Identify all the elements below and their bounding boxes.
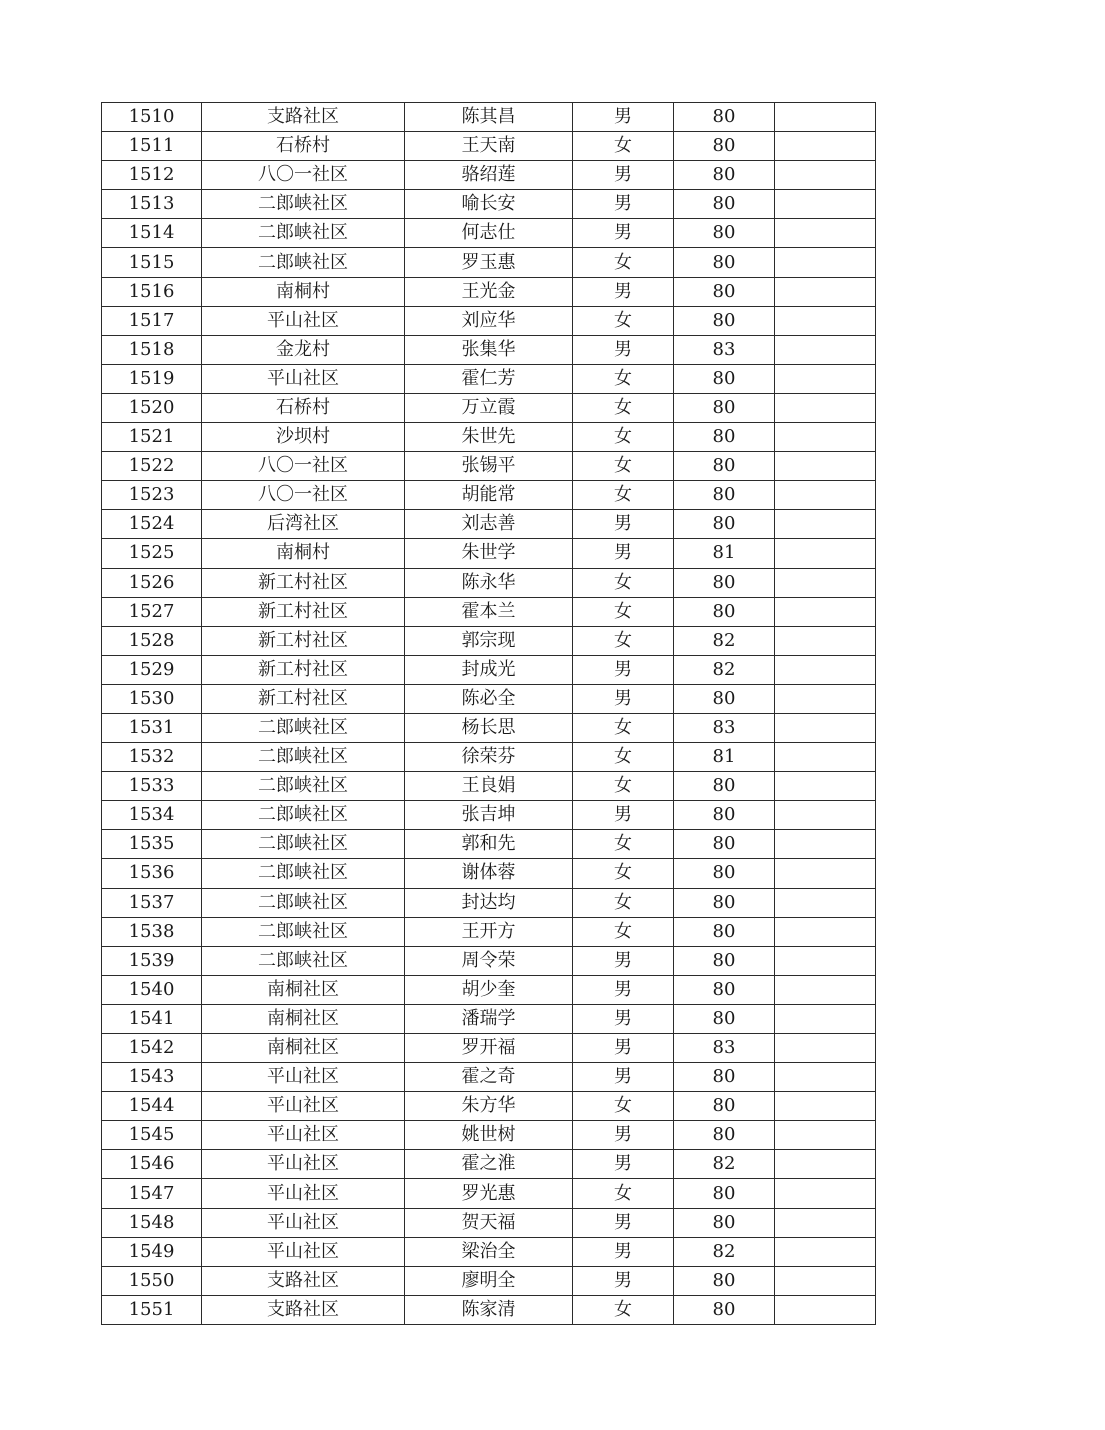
table-row — [102, 1092, 876, 1121]
cell-note — [775, 1179, 876, 1208]
cell-id: 1551 — [102, 1295, 202, 1324]
table-row — [102, 946, 876, 975]
cell-note — [775, 161, 876, 190]
cell-name: 贺天福 — [405, 1208, 573, 1237]
cell-name: 胡能常 — [405, 481, 573, 510]
cell-community: 支路社区 — [202, 103, 405, 132]
cell-community: 平山社区 — [202, 1121, 405, 1150]
table-row — [102, 743, 876, 772]
cell-note — [775, 568, 876, 597]
cell-id: 1514 — [102, 219, 202, 248]
cell-note — [775, 103, 876, 132]
cell-gender: 女 — [573, 481, 674, 510]
table-row — [102, 568, 876, 597]
cell-community: 二郎峡社区 — [202, 830, 405, 859]
cell-gender: 男 — [573, 103, 674, 132]
cell-id: 1510 — [102, 103, 202, 132]
cell-name: 万立霞 — [405, 393, 573, 422]
cell-gender: 男 — [573, 335, 674, 364]
cell-name: 封成光 — [405, 655, 573, 684]
cell-age: 82 — [674, 1150, 775, 1179]
cell-id: 1517 — [102, 306, 202, 335]
cell-note — [775, 1150, 876, 1179]
table-row — [102, 423, 876, 452]
cell-gender: 女 — [573, 393, 674, 422]
cell-id: 1522 — [102, 452, 202, 481]
cell-name: 霍之淮 — [405, 1150, 573, 1179]
cell-age: 83 — [674, 713, 775, 742]
cell-name: 封达均 — [405, 888, 573, 917]
cell-community: 沙坝村 — [202, 423, 405, 452]
cell-id: 1511 — [102, 132, 202, 161]
cell-age: 80 — [674, 946, 775, 975]
table-row — [102, 335, 876, 364]
cell-name: 喻长安 — [405, 190, 573, 219]
cell-gender: 男 — [573, 161, 674, 190]
table-row — [102, 626, 876, 655]
cell-note — [775, 859, 876, 888]
cell-id: 1544 — [102, 1092, 202, 1121]
cell-id: 1526 — [102, 568, 202, 597]
cell-age: 80 — [674, 1063, 775, 1092]
cell-gender: 男 — [573, 655, 674, 684]
table-row — [102, 481, 876, 510]
cell-name: 霍仁芳 — [405, 364, 573, 393]
cell-community: 平山社区 — [202, 1179, 405, 1208]
cell-gender: 女 — [573, 132, 674, 161]
cell-id: 1547 — [102, 1179, 202, 1208]
table-row — [102, 888, 876, 917]
cell-community: 二郎峡社区 — [202, 743, 405, 772]
cell-gender: 男 — [573, 1004, 674, 1033]
cell-id: 1518 — [102, 335, 202, 364]
cell-age: 80 — [674, 452, 775, 481]
table-row — [102, 452, 876, 481]
table-row — [102, 772, 876, 801]
cell-community: 二郎峡社区 — [202, 772, 405, 801]
table-row — [102, 1004, 876, 1033]
cell-name: 张吉坤 — [405, 801, 573, 830]
cell-id: 1529 — [102, 655, 202, 684]
cell-id: 1550 — [102, 1266, 202, 1295]
cell-community: 平山社区 — [202, 1237, 405, 1266]
cell-community: 二郎峡社区 — [202, 190, 405, 219]
cell-gender: 男 — [573, 1237, 674, 1266]
cell-note — [775, 801, 876, 830]
cell-age: 80 — [674, 772, 775, 801]
cell-age: 82 — [674, 1237, 775, 1266]
cell-gender: 女 — [573, 743, 674, 772]
table-row — [102, 132, 876, 161]
cell-note — [775, 452, 876, 481]
cell-age: 80 — [674, 190, 775, 219]
cell-id: 1531 — [102, 713, 202, 742]
cell-age: 80 — [674, 277, 775, 306]
cell-note — [775, 743, 876, 772]
cell-id: 1534 — [102, 801, 202, 830]
table-row — [102, 539, 876, 568]
cell-gender: 男 — [573, 539, 674, 568]
cell-id: 1520 — [102, 393, 202, 422]
cell-name: 潘瑞学 — [405, 1004, 573, 1033]
table-row — [102, 975, 876, 1004]
cell-gender: 男 — [573, 190, 674, 219]
cell-community: 二郎峡社区 — [202, 859, 405, 888]
cell-name: 陈其昌 — [405, 103, 573, 132]
cell-age: 80 — [674, 1092, 775, 1121]
cell-id: 1535 — [102, 830, 202, 859]
cell-community: 新工村社区 — [202, 626, 405, 655]
cell-id: 1546 — [102, 1150, 202, 1179]
cell-note — [775, 626, 876, 655]
cell-id: 1523 — [102, 481, 202, 510]
cell-note — [775, 132, 876, 161]
cell-id: 1533 — [102, 772, 202, 801]
table-row — [102, 248, 876, 277]
cell-community: 金龙村 — [202, 335, 405, 364]
cell-gender: 女 — [573, 859, 674, 888]
cell-note — [775, 1295, 876, 1324]
cell-name: 朱世学 — [405, 539, 573, 568]
table-row — [102, 277, 876, 306]
table-row — [102, 655, 876, 684]
cell-gender: 女 — [573, 306, 674, 335]
cell-community: 平山社区 — [202, 306, 405, 335]
cell-gender: 女 — [573, 597, 674, 626]
cell-age: 80 — [674, 393, 775, 422]
cell-community: 支路社区 — [202, 1295, 405, 1324]
cell-age: 80 — [674, 161, 775, 190]
cell-note — [775, 713, 876, 742]
cell-age: 80 — [674, 306, 775, 335]
cell-age: 80 — [674, 597, 775, 626]
table-row — [102, 1121, 876, 1150]
cell-id: 1548 — [102, 1208, 202, 1237]
cell-id: 1549 — [102, 1237, 202, 1266]
cell-id: 1532 — [102, 743, 202, 772]
cell-id: 1519 — [102, 364, 202, 393]
cell-age: 80 — [674, 888, 775, 917]
cell-age: 80 — [674, 510, 775, 539]
cell-note — [775, 1004, 876, 1033]
cell-gender: 女 — [573, 1092, 674, 1121]
cell-gender: 女 — [573, 423, 674, 452]
cell-community: 南桐村 — [202, 277, 405, 306]
cell-community: 平山社区 — [202, 1208, 405, 1237]
cell-id: 1521 — [102, 423, 202, 452]
table-row — [102, 859, 876, 888]
cell-note — [775, 975, 876, 1004]
cell-community: 二郎峡社区 — [202, 888, 405, 917]
cell-note — [775, 1266, 876, 1295]
table-row — [102, 684, 876, 713]
cell-name: 谢体蓉 — [405, 859, 573, 888]
cell-gender: 男 — [573, 1266, 674, 1295]
cell-age: 83 — [674, 335, 775, 364]
cell-community: 二郎峡社区 — [202, 946, 405, 975]
cell-community: 八〇一社区 — [202, 481, 405, 510]
table-row — [102, 597, 876, 626]
cell-age: 80 — [674, 1208, 775, 1237]
cell-community: 南桐社区 — [202, 975, 405, 1004]
cell-name: 徐荣芬 — [405, 743, 573, 772]
cell-name: 王光金 — [405, 277, 573, 306]
table-row — [102, 801, 876, 830]
cell-age: 80 — [674, 1179, 775, 1208]
cell-id: 1530 — [102, 684, 202, 713]
table-row — [102, 1208, 876, 1237]
cell-gender: 女 — [573, 830, 674, 859]
cell-community: 八〇一社区 — [202, 452, 405, 481]
cell-gender: 男 — [573, 219, 674, 248]
cell-note — [775, 830, 876, 859]
cell-name: 陈永华 — [405, 568, 573, 597]
table-row — [102, 713, 876, 742]
cell-gender: 男 — [573, 1208, 674, 1237]
cell-note — [775, 306, 876, 335]
cell-name: 陈必全 — [405, 684, 573, 713]
cell-id: 1528 — [102, 626, 202, 655]
cell-name: 骆绍莲 — [405, 161, 573, 190]
cell-name: 郭宗现 — [405, 626, 573, 655]
cell-id: 1538 — [102, 917, 202, 946]
cell-community: 二郎峡社区 — [202, 917, 405, 946]
cell-note — [775, 772, 876, 801]
cell-age: 80 — [674, 917, 775, 946]
cell-name: 陈家清 — [405, 1295, 573, 1324]
cell-note — [775, 917, 876, 946]
cell-id: 1537 — [102, 888, 202, 917]
cell-note — [775, 1034, 876, 1063]
cell-community: 平山社区 — [202, 1092, 405, 1121]
cell-gender: 女 — [573, 364, 674, 393]
table-row — [102, 917, 876, 946]
table-row — [102, 830, 876, 859]
cell-id: 1513 — [102, 190, 202, 219]
cell-gender: 女 — [573, 772, 674, 801]
cell-community: 南桐社区 — [202, 1004, 405, 1033]
cell-gender: 女 — [573, 626, 674, 655]
cell-community: 石桥村 — [202, 132, 405, 161]
cell-name: 刘应华 — [405, 306, 573, 335]
cell-community: 八〇一社区 — [202, 161, 405, 190]
cell-age: 80 — [674, 1004, 775, 1033]
cell-name: 廖明全 — [405, 1266, 573, 1295]
cell-age: 80 — [674, 975, 775, 1004]
cell-id: 1541 — [102, 1004, 202, 1033]
cell-gender: 男 — [573, 277, 674, 306]
cell-name: 王开方 — [405, 917, 573, 946]
cell-gender: 男 — [573, 946, 674, 975]
cell-age: 80 — [674, 1266, 775, 1295]
table-row — [102, 306, 876, 335]
table-row — [102, 393, 876, 422]
cell-age: 80 — [674, 568, 775, 597]
cell-name: 霍本兰 — [405, 597, 573, 626]
cell-name: 胡少奎 — [405, 975, 573, 1004]
cell-age: 80 — [674, 801, 775, 830]
cell-gender: 女 — [573, 713, 674, 742]
cell-age: 80 — [674, 830, 775, 859]
cell-age: 82 — [674, 626, 775, 655]
cell-age: 80 — [674, 132, 775, 161]
cell-gender: 女 — [573, 248, 674, 277]
roster-table — [101, 102, 876, 1325]
cell-name: 郭和先 — [405, 830, 573, 859]
cell-name: 张集华 — [405, 335, 573, 364]
table-row — [102, 1295, 876, 1324]
cell-note — [775, 335, 876, 364]
table-row — [102, 510, 876, 539]
cell-name: 张锡平 — [405, 452, 573, 481]
cell-id: 1516 — [102, 277, 202, 306]
cell-note — [775, 277, 876, 306]
cell-note — [775, 364, 876, 393]
cell-gender: 女 — [573, 917, 674, 946]
cell-note — [775, 1121, 876, 1150]
cell-name: 梁治全 — [405, 1237, 573, 1266]
cell-note — [775, 655, 876, 684]
cell-id: 1539 — [102, 946, 202, 975]
cell-note — [775, 248, 876, 277]
cell-note — [775, 597, 876, 626]
cell-gender: 男 — [573, 510, 674, 539]
cell-age: 80 — [674, 248, 775, 277]
cell-note — [775, 888, 876, 917]
table-row — [102, 1266, 876, 1295]
cell-age: 82 — [674, 655, 775, 684]
cell-note — [775, 684, 876, 713]
cell-community: 平山社区 — [202, 1150, 405, 1179]
cell-age: 80 — [674, 1295, 775, 1324]
cell-note — [775, 1092, 876, 1121]
cell-name: 王天南 — [405, 132, 573, 161]
cell-gender: 女 — [573, 568, 674, 597]
cell-id: 1536 — [102, 859, 202, 888]
cell-note — [775, 946, 876, 975]
cell-name: 何志仕 — [405, 219, 573, 248]
cell-note — [775, 510, 876, 539]
cell-id: 1542 — [102, 1034, 202, 1063]
cell-note — [775, 481, 876, 510]
cell-community: 二郎峡社区 — [202, 248, 405, 277]
table-row — [102, 1063, 876, 1092]
cell-name: 朱世先 — [405, 423, 573, 452]
cell-note — [775, 219, 876, 248]
cell-age: 80 — [674, 481, 775, 510]
cell-name: 霍之奇 — [405, 1063, 573, 1092]
table-row — [102, 161, 876, 190]
cell-id: 1527 — [102, 597, 202, 626]
cell-age: 80 — [674, 1121, 775, 1150]
cell-id: 1524 — [102, 510, 202, 539]
cell-community: 后湾社区 — [202, 510, 405, 539]
cell-community: 平山社区 — [202, 1063, 405, 1092]
cell-gender: 女 — [573, 1179, 674, 1208]
table-row — [102, 1179, 876, 1208]
cell-community: 新工村社区 — [202, 568, 405, 597]
cell-age: 80 — [674, 103, 775, 132]
cell-gender: 女 — [573, 1295, 674, 1324]
cell-name: 朱方华 — [405, 1092, 573, 1121]
table-row — [102, 1237, 876, 1266]
cell-community: 南桐社区 — [202, 1034, 405, 1063]
cell-age: 81 — [674, 539, 775, 568]
cell-note — [775, 1237, 876, 1266]
cell-note — [775, 423, 876, 452]
cell-name: 杨长思 — [405, 713, 573, 742]
table-row — [102, 219, 876, 248]
cell-name: 罗光惠 — [405, 1179, 573, 1208]
cell-gender: 男 — [573, 1034, 674, 1063]
cell-note — [775, 393, 876, 422]
table-row — [102, 103, 876, 132]
cell-name: 刘志善 — [405, 510, 573, 539]
cell-community: 新工村社区 — [202, 684, 405, 713]
table-row — [102, 190, 876, 219]
table-row — [102, 364, 876, 393]
cell-name: 罗开福 — [405, 1034, 573, 1063]
cell-community: 平山社区 — [202, 364, 405, 393]
cell-age: 80 — [674, 219, 775, 248]
cell-community: 二郎峡社区 — [202, 801, 405, 830]
cell-community: 新工村社区 — [202, 597, 405, 626]
cell-community: 支路社区 — [202, 1266, 405, 1295]
cell-community: 二郎峡社区 — [202, 713, 405, 742]
table-row — [102, 1150, 876, 1179]
cell-note — [775, 539, 876, 568]
cell-gender: 男 — [573, 1121, 674, 1150]
cell-gender: 男 — [573, 801, 674, 830]
cell-age: 81 — [674, 743, 775, 772]
cell-age: 80 — [674, 859, 775, 888]
cell-age: 80 — [674, 423, 775, 452]
cell-name: 姚世树 — [405, 1121, 573, 1150]
cell-gender: 男 — [573, 1150, 674, 1179]
roster-table-body — [102, 103, 876, 1325]
cell-age: 80 — [674, 684, 775, 713]
table-row — [102, 1034, 876, 1063]
cell-community: 南桐村 — [202, 539, 405, 568]
cell-gender: 男 — [573, 684, 674, 713]
cell-id: 1512 — [102, 161, 202, 190]
cell-note — [775, 1063, 876, 1092]
cell-id: 1543 — [102, 1063, 202, 1092]
cell-age: 83 — [674, 1034, 775, 1063]
cell-gender: 女 — [573, 888, 674, 917]
cell-community: 二郎峡社区 — [202, 219, 405, 248]
cell-gender: 男 — [573, 1063, 674, 1092]
cell-name: 周令荣 — [405, 946, 573, 975]
cell-name: 王良娟 — [405, 772, 573, 801]
cell-gender: 男 — [573, 975, 674, 1004]
cell-id: 1545 — [102, 1121, 202, 1150]
cell-community: 新工村社区 — [202, 655, 405, 684]
cell-community: 石桥村 — [202, 393, 405, 422]
cell-age: 80 — [674, 364, 775, 393]
cell-gender: 女 — [573, 452, 674, 481]
cell-id: 1515 — [102, 248, 202, 277]
cell-id: 1525 — [102, 539, 202, 568]
cell-name: 罗玉惠 — [405, 248, 573, 277]
cell-id: 1540 — [102, 975, 202, 1004]
cell-note — [775, 190, 876, 219]
cell-note — [775, 1208, 876, 1237]
